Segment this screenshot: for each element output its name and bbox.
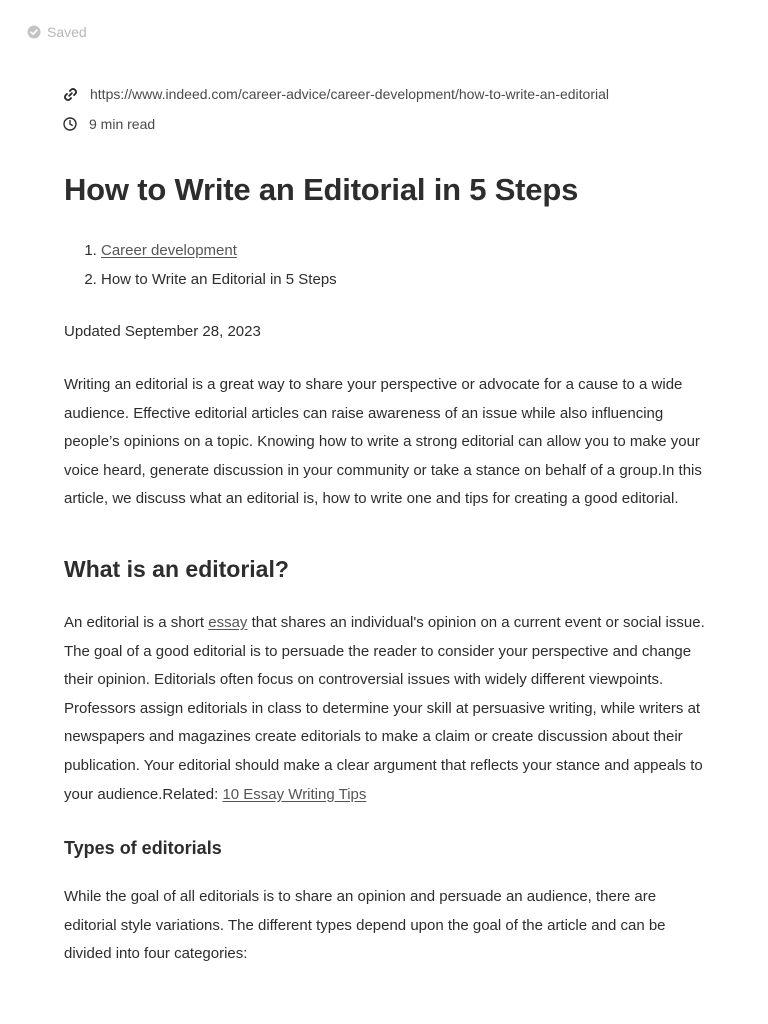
intro-paragraph: Writing an editorial is a great way to share your perspective or advocate for a cause to a wide audience. Effective editorial articles can raise awareness of an issue while also influencing people’s opinions on a topic. Knowing how to write a strong editorial can allow you to make your voice heard, generate discussion in your community or take a stance on behalf of a group.In this article, we discuss what an editorial is, how to write one and tips for creating a good editorial. bbox=[64, 376, 702, 508]
link-icon bbox=[63, 87, 78, 102]
breadcrumb bbox=[64, 236, 710, 294]
page-title: How to Write an Editorial in 5 Steps bbox=[64, 172, 579, 207]
check-circle-icon bbox=[27, 25, 41, 39]
section-heading-what-is-editorial: What is an editorial? bbox=[64, 555, 289, 582]
saved-label: Saved bbox=[47, 24, 87, 40]
source-url-link[interactable]: https://www.indeed.com/career-advice/career-development/how-to-write-an-editorial bbox=[90, 86, 610, 102]
breadcrumb-link-career-development[interactable]: Career development bbox=[101, 242, 237, 259]
types-paragraph: While the goal of all editorials is to share an opinion and persuade an audience, there are editorial style variations. The different types depend upon the goal of the article and can be divided into four categories: bbox=[64, 888, 666, 963]
read-time: 9 min read bbox=[89, 116, 156, 132]
updated-date: Updated September 28, 2023 bbox=[64, 323, 261, 340]
breadcrumb-item-current: 2. How to Write an Editorial in 5 Steps bbox=[101, 265, 710, 294]
saved-status bbox=[27, 24, 87, 40]
read-time-row bbox=[63, 116, 155, 132]
breadcrumb-item bbox=[101, 236, 710, 265]
related-essay-tips-link[interactable]: 10 Essay Writing Tips bbox=[222, 785, 367, 803]
article bbox=[64, 168, 710, 969]
essay-link[interactable]: essay bbox=[208, 613, 248, 631]
definition-text-end: that shares an individual's opinion on a current event or social issue. The goal of a good editorial is to persuade the reader to consider your perspective and change their opinion. Editorials often focus on controversial issues with widely different viewpoints. Professors assign editorials in class to determine your skill at persuasive writing, while writers at newspapers and magazines create editorials to make a claim or create discussion about their publication. Your editorial should make a clear argument that reflects your stance and appeals to your audience.Related: bbox=[64, 613, 705, 803]
clock-icon bbox=[63, 117, 77, 131]
section-heading-types-of-editorials: Types of editorials bbox=[64, 838, 222, 859]
source-url-row bbox=[63, 86, 609, 102]
definition-text-start: An editorial is a short bbox=[64, 613, 209, 631]
definition-paragraph bbox=[64, 609, 710, 809]
